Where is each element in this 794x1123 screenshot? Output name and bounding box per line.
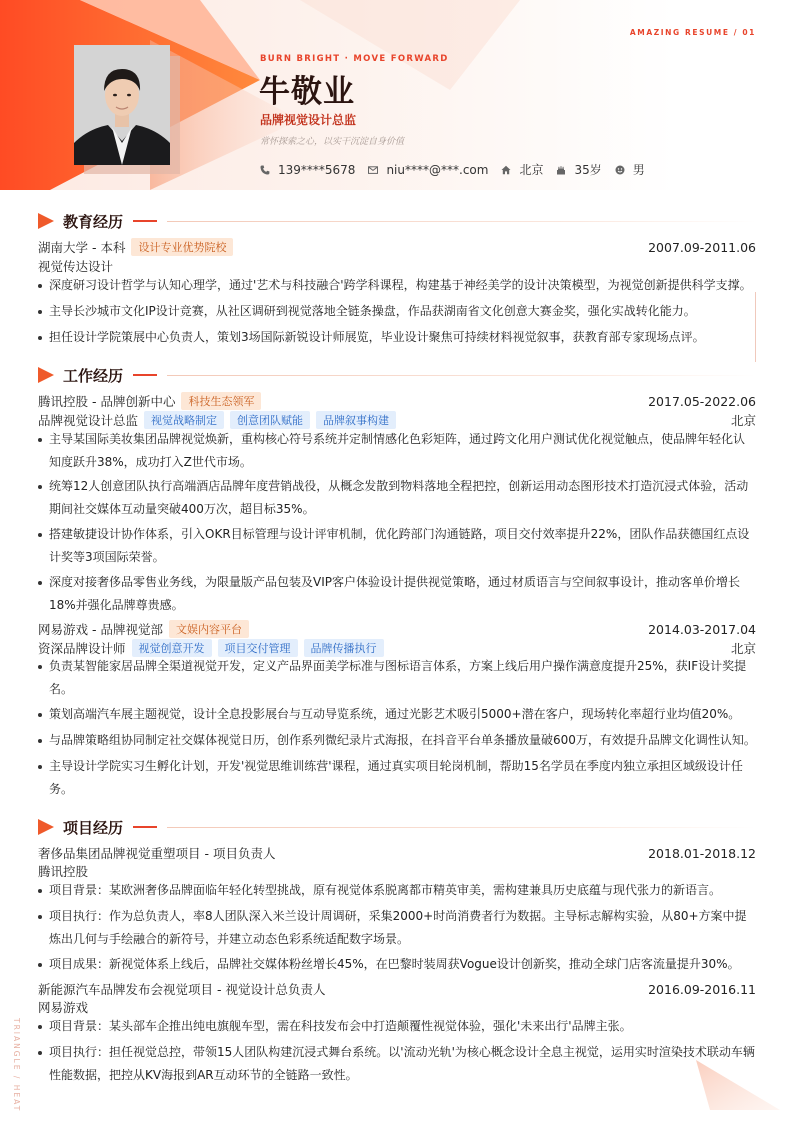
contact-age [556, 161, 601, 178]
list-item: 项目执行：作为总负责人，率8人团队深入米兰设计周调研，采集2000+时尚消费者行为数据。主导标志解构实验，从80+方案中提炼出几何与手绘融合的新符号，并建立动态色彩系统适配数字场景。 [38, 905, 756, 951]
project-dates: 2018.01-2018.12 [648, 845, 756, 861]
age-text: 35岁 [574, 163, 602, 177]
job-role: 品牌视觉设计总监 [38, 413, 139, 428]
section-dash [133, 220, 157, 222]
section-triangle-icon [38, 819, 54, 835]
corner-triangle-decor [680, 1050, 794, 1123]
job-header [38, 620, 756, 638]
motto: 常怀探索之心，以实干沉淀自身价值 [260, 137, 405, 147]
list-item: 主导某国际美妆集团品牌视觉焕新，重构核心符号系统并定制情感化色彩矩阵，通过跨文化用户测试优化视觉触点，使品牌年轻化认知度跃升38%，成功打入Z世代市场。 [38, 428, 756, 474]
candidate-name: 牛敬业 [259, 74, 355, 110]
decor-line [755, 292, 756, 362]
education-row [38, 238, 756, 256]
skill-tag: 视觉战略制定 [144, 411, 224, 429]
school-line: 湖南大学 - 本科 [38, 240, 126, 255]
project-header [38, 980, 756, 998]
phone-text: 139****5678 [278, 162, 356, 177]
project-header [38, 844, 756, 862]
project-org: 腾讯控股 [38, 864, 89, 879]
section-divider [167, 221, 756, 222]
gender-text: 男 [632, 163, 645, 177]
list-item: 统筹12人创意团队执行高端酒店品牌年度营销战役，从概念发散到物料落地全程把控，创新运用动态图形技术打造沉浸式体验，活动期间社交媒体互动量突破400万次，超目标35%。 [38, 475, 756, 521]
section-divider [167, 375, 756, 376]
company-tag: 文娱内容平台 [169, 620, 249, 638]
section-triangle-icon [38, 367, 54, 383]
major: 视觉传达设计 [38, 259, 114, 274]
skill-tag: 品牌传播执行 [304, 639, 384, 657]
candidate-title: 品牌视觉设计总监 [260, 113, 357, 127]
contact-gender [615, 161, 645, 178]
section-title: 工作经历 [63, 366, 124, 385]
list-item: 主导长沙城市文化IP设计竞赛，从社区调研到视觉落地全链条操盘，作品获湖南省文化创意大赛金奖，强化实战转化能力。 [38, 300, 756, 323]
company-line: 网易游戏 - 品牌视觉部 [38, 622, 163, 637]
project-org-row [38, 998, 756, 1016]
avatar [74, 45, 170, 165]
contact-city [501, 161, 543, 178]
job-city: 北京 [730, 413, 756, 428]
education-dates: 2007.09-2011.06 [648, 239, 756, 255]
contact-info [260, 161, 658, 178]
section-divider [167, 827, 756, 828]
job-role: 资深品牌设计师 [38, 641, 126, 656]
list-item: 项目背景：某头部车企推出纯电旗舰车型，需在科技发布会中打造颠覆性视觉体验，强化'未来出行'品牌主张。 [38, 1015, 756, 1038]
section-dash [133, 374, 157, 376]
home-icon [501, 165, 511, 175]
project-name: 新能源汽车品牌发布会视觉项目 - 视觉设计总负责人 [38, 982, 326, 997]
list-item: 策划高端汽车展主题视觉，设计全息投影展台与互动导览系统，通过光影艺术吸引5000+潜在客户，现场转化率超行业均值20%。 [38, 703, 756, 726]
contact-email[interactable] [368, 163, 488, 177]
job-dates: 2014.03-2017.04 [648, 621, 756, 637]
section-triangle-icon [38, 213, 54, 229]
list-item: 项目背景：某欧洲奢侈品牌面临年轻化转型挑战，原有视觉体系脱离都市精英审美，需构建兼具历史底蕴与现代张力的新语言。 [38, 879, 756, 902]
skill-tag: 创意团队赋能 [230, 411, 310, 429]
job-city: 北京 [730, 641, 756, 656]
list-item: 项目成果：新视觉体系上线后，品牌社交媒体粉丝增长45%，在巴黎时装周获Vogue设计创新奖，推动全球门店客流量提升30%。 [38, 953, 756, 976]
project-dates: 2016.09-2016.11 [648, 981, 756, 997]
school-tag: 设计专业优势院校 [131, 238, 233, 256]
project-name: 奢侈品集团品牌视觉重塑项目 - 项目负责人 [38, 846, 276, 861]
contact-phone[interactable] [260, 163, 355, 177]
list-item: 深度研习设计哲学与认知心理学，通过'艺术与科技融合'跨学科课程，构建基于神经美学的设计决策模型，为视觉创新提供科学支撑。 [38, 274, 756, 297]
list-item: 与品牌策略组协同制定社交媒体视觉日历，创作系列微纪录片式海报，在抖音平台单条播放量破600万，有效提升品牌文化调性认知。 [38, 729, 756, 752]
job-role-row [38, 411, 756, 429]
list-item: 深度对接奢侈品零售业务线，为限量版产品包装及VIP客户体验设计提供视觉策略，通过材质语言与空间叙事设计，推动客单价增长18%并强化品牌尊贵感。 [38, 571, 756, 617]
education-section-header [38, 211, 756, 231]
job-header [38, 392, 756, 410]
skill-tag: 视觉创意开发 [132, 639, 212, 657]
cake-icon [556, 165, 566, 175]
job-dates: 2017.05-2022.06 [648, 393, 756, 409]
list-item: 负责某智能家居品牌全渠道视觉开发，定义产品界面美学标准与图标语言体系，方案上线后用户操作满意度提升25%，获IF设计奖提名。 [38, 655, 756, 701]
list-item: 搭建敏捷设计协作体系，引入OKR目标管理与设计评审机制，优化跨部门沟通链路，项目交付效率提升22%，团队作品获德国红点设计奖等3项国际荣誉。 [38, 523, 756, 569]
phone-icon [260, 165, 270, 175]
smile-icon [615, 165, 625, 175]
list-item: 主导设计学院实习生孵化计划，开发'视觉思维训练营'课程，通过真实项目轮岗机制，帮助15名学员在季度内独立承担区域级设计任务。 [38, 755, 756, 801]
project-org-row [38, 862, 756, 880]
city-text: 北京 [519, 163, 544, 177]
project-org: 网易游戏 [38, 1000, 89, 1015]
header [0, 0, 794, 190]
work-section-header [38, 365, 756, 385]
projects-section-header [38, 817, 756, 837]
list-item: 担任设计学院策展中心负责人，策划3场国际新锐设计师展览，毕业设计聚焦可持续材料视觉叙事，获教育部专家现场点评。 [38, 326, 756, 349]
major-row [38, 257, 756, 275]
section-title: 教育经历 [63, 212, 124, 231]
company-tag: 科技生态领军 [181, 392, 261, 410]
company-line: 腾讯控股 - 品牌创新中心 [38, 394, 176, 409]
mail-icon [368, 165, 378, 175]
skill-tag: 品牌叙事构建 [316, 411, 396, 429]
list-item: 项目执行：担任视觉总控，带领15人团队构建沉浸式舞台系统。以'流动光轨'为核心概念设计全息主视觉，运用实时渲染技术联动车辆性能数据，把控从KV海报到AR互动环节的全链路一致性。 [38, 1041, 756, 1087]
slogan: BURN BRIGHT · MOVE FORWARD [260, 54, 449, 64]
side-watermark: TRIANGLE / HEAT [12, 1018, 21, 1113]
email-text: niu****@***.com [386, 162, 489, 177]
section-dash [133, 826, 157, 828]
section-title: 项目经历 [63, 818, 124, 837]
resume-label: AMAZING RESUME / 01 [629, 28, 756, 37]
skill-tag: 项目交付管理 [218, 639, 298, 657]
